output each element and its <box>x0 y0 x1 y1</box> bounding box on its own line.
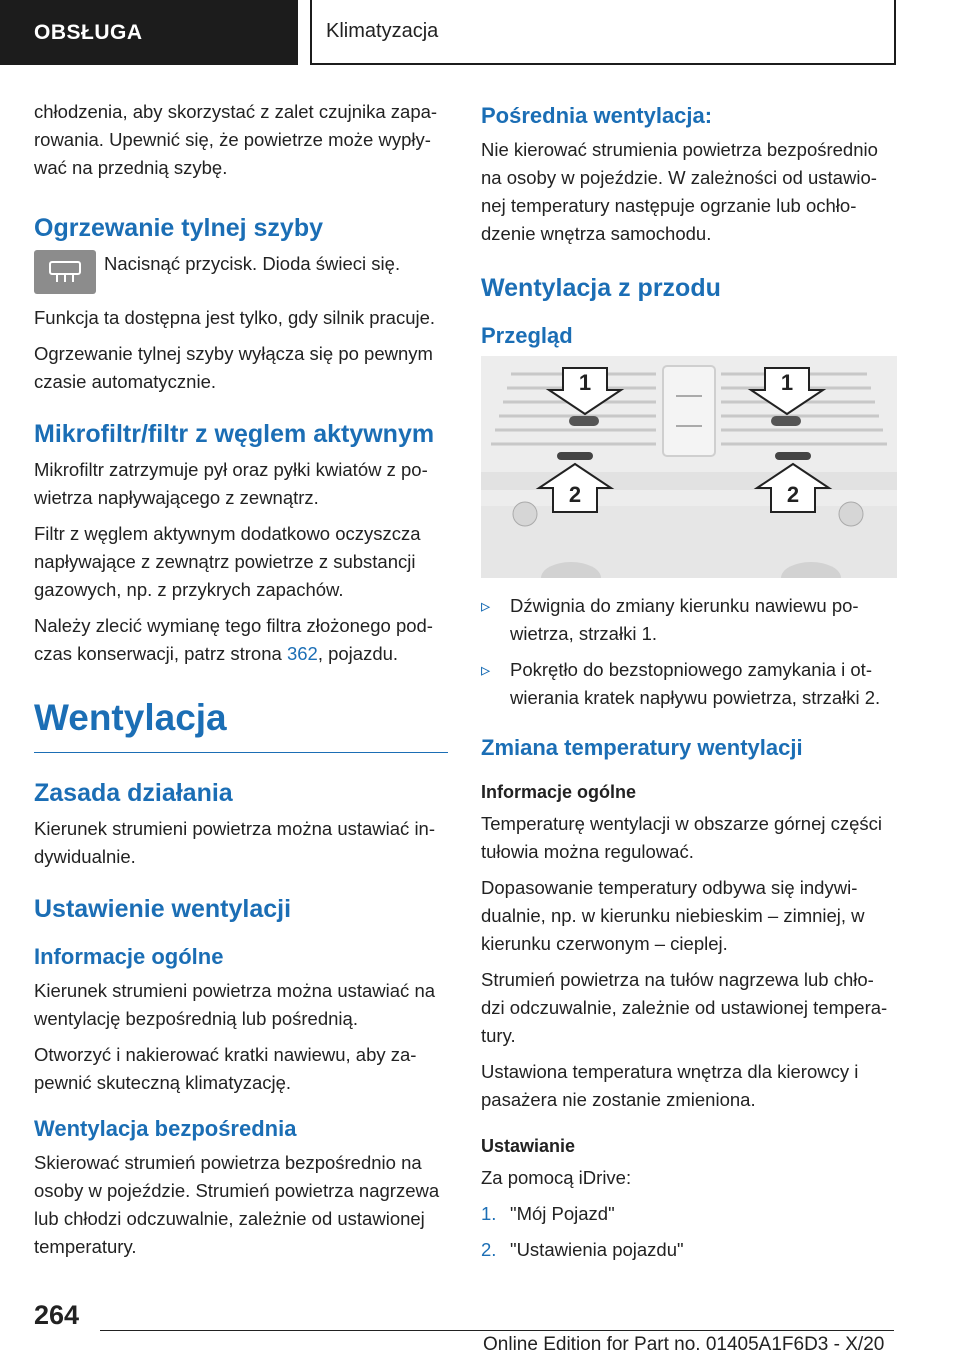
right-vent-wheel <box>775 452 811 460</box>
step-item-2 <box>481 1236 897 1264</box>
svg-text:1: 1 <box>780 370 794 395</box>
bullet-item-2 <box>481 656 897 712</box>
svg-text:1: 1 <box>578 370 592 395</box>
temperature-paragraph-4: Ustawiona temperatura wnętrza dla kierowcy i pasażera nie zostanie zmieniona. <box>481 1061 859 1110</box>
overview-heading: Przegląd <box>481 323 573 348</box>
triangle-bullet-icon: ▹ <box>481 659 491 680</box>
step-number-1: 1. <box>481 1203 497 1224</box>
bullet-item-1 <box>481 592 897 648</box>
direct-ventilation-paragraph: Skierować strumień powietrza bezpośrednio na osoby w pojeździe. Strumień powietrza nagrzewa lub chłodzi odczuwalnie, zależnie od ustawionej temperatury. <box>34 1152 440 1257</box>
temperature-general-heading: Informacje ogólne <box>481 782 637 802</box>
rear-window-paragraph-2: Ogrzewanie tylnej szyby wyłącza się po pewnym czasie automatycznie. <box>34 343 433 392</box>
ventilation-heading: Wentylacja <box>34 696 448 753</box>
rear-window-heading: Ogrzewanie tylnej szyby <box>34 214 323 242</box>
microfilter-text-after: , pojazdu. <box>317 643 399 664</box>
temperature-paragraph-2: Dopasowanie temperatury odbywa się indywi-dualnie, np. w kierunku niebieskim – zimniej, w kierunku czerwonym – cieplej. <box>481 877 865 954</box>
page-reference-link[interactable]: 362 <box>286 643 318 664</box>
temperature-heading: Zmiana temperatury wentylacji <box>481 735 803 760</box>
left-vent-lever <box>569 416 599 426</box>
setting-paragraph: Za pomocą iDrive: <box>481 1167 632 1188</box>
principle-heading: Zasada działania <box>34 779 233 807</box>
microfilter-paragraph-3 <box>34 612 448 668</box>
step-text-1: "Mój Pojazd" <box>510 1203 615 1224</box>
setting-subheading: Ustawianie <box>481 1136 576 1156</box>
step-item-1 <box>481 1200 897 1228</box>
left-column <box>34 98 448 1269</box>
svg-text:2: 2 <box>568 482 582 507</box>
triangle-bullet-icon: ▹ <box>481 595 491 616</box>
rear-defrost-icon <box>34 250 96 294</box>
microfilter-paragraph-2: Filtr z węglem aktywnym dodatkowo oczyszcza napływające z zewnątrz powietrze z substancji gazowych, np. z przykrych zapachów. <box>34 523 421 600</box>
edition-text: Online Edition for Part no. 01405A1F6D3 - X/20 <box>483 1334 885 1355</box>
general-paragraph-1: Kierunek strumieni powietrza można ustawiać na wentylację bezpośrednią lub pośrednią. <box>34 980 436 1029</box>
general-paragraph-2: Otworzyć i nakierować kratki nawiewu, aby za-pewnić skuteczną klimatyzację. <box>34 1044 417 1093</box>
step-number-2: 2. <box>481 1239 497 1260</box>
intro-paragraph: chłodzenia, aby skorzystać z zalet czujnika zapa-rowania. Upewnić się, że powietrze może wypły-wać na przednią szybę. <box>34 101 438 178</box>
svg-text:2: 2 <box>786 482 800 507</box>
step-text-2: "Ustawienia pojazdu" <box>510 1239 684 1260</box>
direct-ventilation-heading: Wentylacja bezpośrednia <box>34 1116 297 1141</box>
hazard-button <box>663 366 715 456</box>
chapter-title: Klimatyzacja <box>310 0 896 65</box>
rear-window-button-row <box>34 250 448 294</box>
principle-paragraph: Kierunek strumieni powietrza można ustawiać in-dywidualnie. <box>34 818 436 867</box>
section-tab: OBSŁUGA <box>0 0 298 65</box>
microfilter-heading: Mikrofiltr/filtr z węglem aktywnym <box>34 420 435 448</box>
indirect-ventilation-heading: Pośrednia wentylacja: <box>481 103 713 128</box>
footer-divider <box>100 1330 894 1331</box>
setting-heading: Ustawienie wentylacji <box>34 895 292 923</box>
page-number: 264 <box>34 1300 80 1330</box>
vent-diagram <box>481 356 897 578</box>
left-vent-wheel <box>557 452 593 460</box>
bullet-text-1: Dźwignia do zmiany kierunku nawiewu po-wietrza, strzałki 1. <box>510 595 859 644</box>
indirect-ventilation-paragraph: Nie kierować strumienia powietrza bezpośrednio na osoby w pojeździe. W zależności od ustawio-nej temperatury następuje ogrzanie lub ochło-dzenie wnętrza samochodu. <box>481 139 878 244</box>
right-column <box>481 98 897 1272</box>
general-info-heading: Informacje ogólne <box>34 944 224 969</box>
temperature-paragraph-1: Temperaturę wentylacji w obszarze górnej części tułowia można regulować. <box>481 813 883 862</box>
microfilter-paragraph-1: Mikrofiltr zatrzymuje pył oraz pyłki kwiatów z po-wietrza napływającego z zewnątrz. <box>34 459 428 508</box>
temperature-paragraph-3: Strumień powietrza na tułów nagrzewa lub chło-dzi odczuwalnie, zależnie od ustawionej tempera-tury. <box>481 969 888 1046</box>
rear-window-paragraph-1: Funkcja ta dostępna jest tylko, gdy silnik pracuje. <box>34 307 436 328</box>
right-vent-lever <box>771 416 801 426</box>
rear-window-button-text: Nacisnąć przycisk. Dioda świeci się. <box>104 253 401 274</box>
bullet-text-2: Pokrętło do bezstopniowego zamykania i ot-wierania kratek napływu powietrza, strzałki 2. <box>510 659 881 708</box>
front-ventilation-heading: Wentylacja z przodu <box>481 274 721 302</box>
microfilter-text-before: Należy zlecić wymianę tego filtra złożonego pod-czas konserwacji, patrz strona <box>34 615 433 664</box>
